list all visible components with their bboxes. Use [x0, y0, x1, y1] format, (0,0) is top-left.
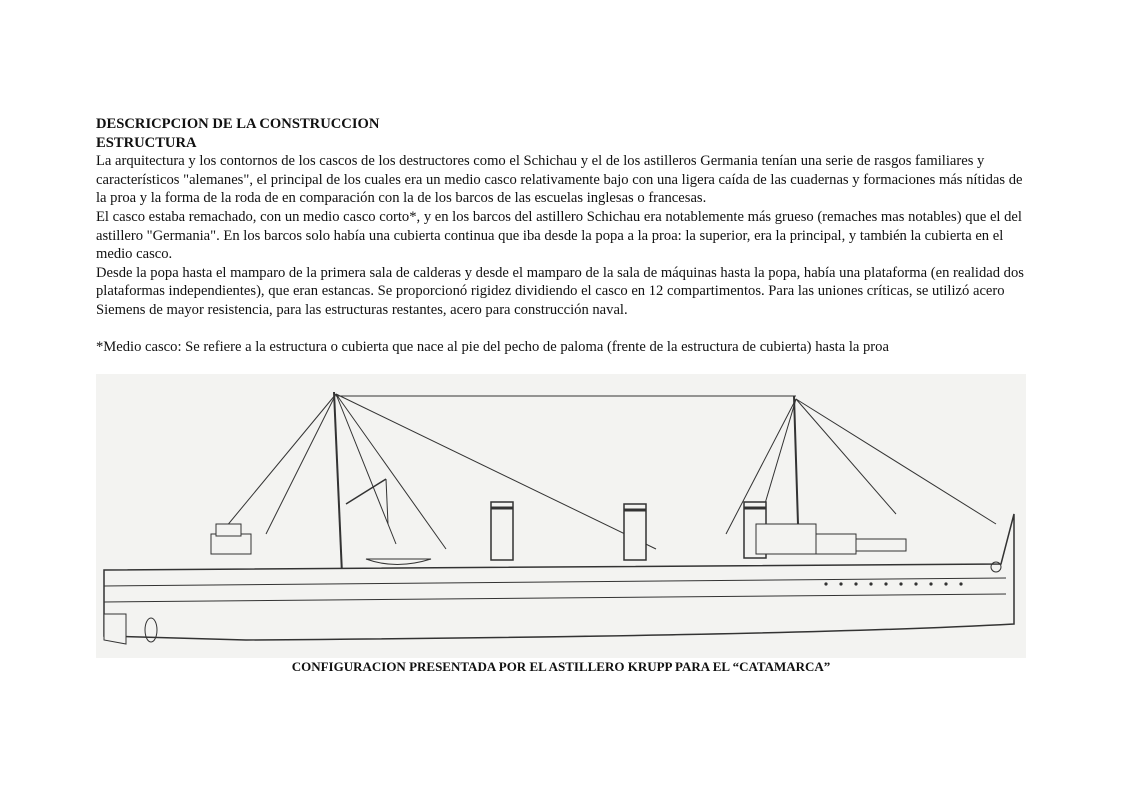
figure-caption: CONFIGURACION PRESENTADA POR EL ASTILLERO KRUPP PARA EL “CATAMARCA”	[291, 659, 831, 674]
footnote: *Medio casco: Se refiere a la estructura o cubierta que nace al pie del pecho de paloma (frente de la estructura de cubierta) hasta la proa	[96, 339, 889, 356]
paragraph-architecture: La arquitectura y los contornos de los cascos de los destructores como el Schichau y el de los astilleros Germania tenían una serie de rasgos familiares y característicos "alemanes", el principal de los cuales era un medio casco relativamente bajo con una ligera caída de las cuadernas y formaciones más nítidas de la proa y la forma de la roda de en comparación con la de los barcos de las escuelas inglesas o francesas.	[96, 153, 1023, 207]
paragraph-gap	[96, 320, 1036, 339]
section-title: DESCRICPCION DE LA CONSTRUCCION	[96, 116, 380, 132]
document-body	[96, 115, 1036, 357]
paragraph-hull: El casco estaba remachado, con un medio casco corto*, y en los barcos del astillero Schichau era notablemente más grueso (remaches mas notables) que el del astillero "Germania". En los barcos solo había una cubierta continua que iba desde la popa a la proa: la superior, era la principal, y también la cubierta en el medio casco.	[96, 208, 1022, 263]
ship-profile-icon	[96, 374, 1026, 658]
section-subtitle: ESTRUCTURA	[96, 134, 197, 151]
ship-profile-drawing	[96, 374, 1026, 658]
paragraph-platform: Desde la popa hasta el mamparo de la primera sala de calderas y desde el mamparo de la sala de máquinas hasta la popa, había una plataforma (en realidad dos plataformas independientes), que eran estancas. Se proporcionó rigidez dividiendo el casco en 12 compartimentos. Para las uniones críticas, se utilizó acero Siemens de mayor resistencia, para las estructuras restantes, acero para construcción naval.	[96, 264, 1024, 318]
